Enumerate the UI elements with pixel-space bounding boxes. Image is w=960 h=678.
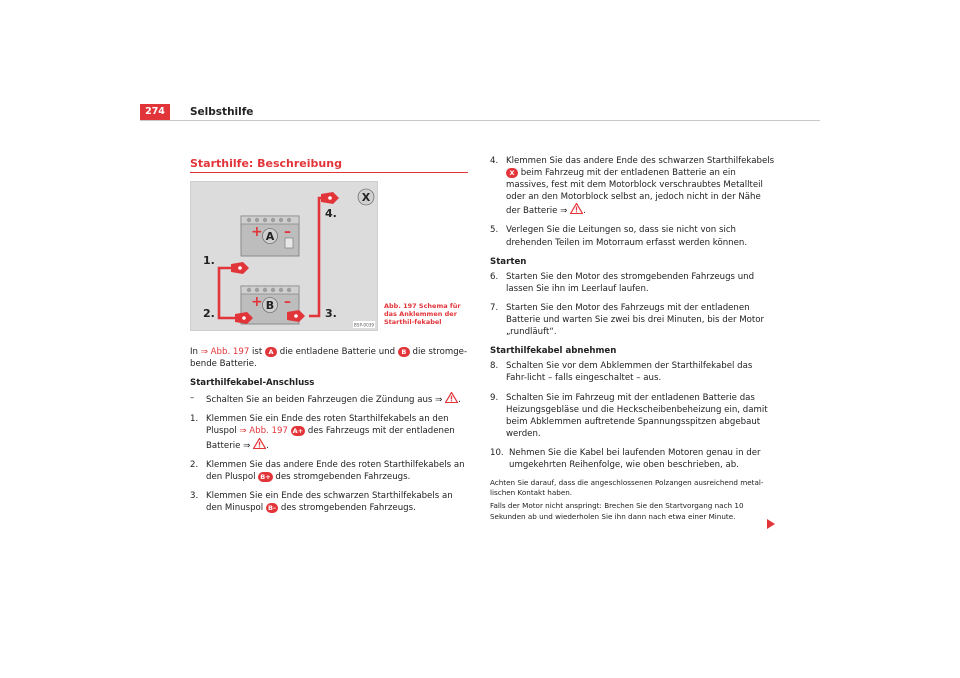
badge-b: B: [398, 347, 410, 357]
list-item-1: [190, 413, 470, 451]
list-item-7: [490, 302, 775, 338]
badge-b-minus: B–: [267, 503, 277, 512]
list-text: Verlegen Sie die Leitungen so, dass sie nicht von sich drehenden Teilen im Motorraum erfasst werden können.: [506, 225, 748, 248]
list-text-1: Klemmen Sie ein Ende des schwarzen Starthilfekabels an den Minuspol: [206, 490, 453, 513]
badge-b-plus: B+: [260, 472, 271, 481]
list-text: [206, 459, 470, 483]
list-text: [506, 155, 775, 217]
list-item-4: [490, 155, 775, 217]
battery-a-label: A: [265, 230, 275, 243]
list-text: Starten Sie den Motor des Fahrzeugs mit der entladenen Batterie und warten Sie zwei bis drei Minuten, bis der Motor „rundläuft“.: [506, 302, 765, 338]
list-text-2: beim Fahrzeug mit der entladenen Batterie an ein massives, fest mit dem Motorblock verschraubtes Metallteil oder an den Motorblock selbst an, jedoch nicht in der Nähe der Batterie ⇒: [506, 168, 763, 217]
pole-minus-b: –: [284, 294, 291, 310]
warning-triangle-icon[interactable]: [570, 203, 583, 214]
list-number: 6.: [490, 271, 499, 282]
subhead-remove-cables: Starthilfekabel abnehmen: [490, 346, 617, 357]
header-divider: [140, 120, 820, 121]
reference-text: Abb. 197: [207, 347, 250, 357]
figure-reference[interactable]: ⇒ Abb. 197: [239, 426, 288, 437]
list-item-3: [190, 490, 470, 514]
list-item-8: [490, 360, 775, 384]
badge-x: X: [506, 168, 518, 178]
list-bullet: –: [190, 393, 195, 404]
list-text-2: des Fahrzeugs mit der entladenen Batterie ⇒: [206, 426, 455, 451]
figure-reference[interactable]: [201, 347, 250, 357]
intro-paragraph: [190, 346, 470, 370]
list-number: 2.: [190, 459, 199, 470]
heading-divider: [190, 172, 468, 173]
next-page-arrow-icon[interactable]: [767, 519, 775, 529]
intro-text-1: In: [190, 347, 201, 357]
clamp-4: [321, 192, 339, 204]
list-text-1: Klemmen Sie ein Ende des roten Starthilfekabels an den Pluspol: [206, 414, 449, 437]
reference-arrow: ⇒: [200, 347, 208, 357]
figure-caption: Abb. 197 Schema für das Anklemmen der Starthil-fekabel: [384, 302, 461, 326]
note-engine-start: Falls der Motor nicht anspringt: Brechen Sie den Startvorgang nach 10 Sekunden ab und wiederholen Sie ihn dann nach etwa einer Minute.: [490, 501, 744, 521]
list-text: [206, 490, 470, 514]
note-contact: Achten Sie darauf, dass die angeschlossenen Polzangen ausreichend metal-lischen Kontakt haben.: [490, 478, 764, 498]
pole-plus-a: +: [251, 224, 263, 240]
list-number: 4.: [490, 156, 499, 166]
subhead-start: Starten: [490, 256, 527, 267]
step-label-4: 4.: [325, 207, 337, 220]
list-text-end: .: [583, 206, 586, 217]
list-number: 3.: [190, 490, 199, 501]
step-label-3: 3.: [325, 307, 337, 320]
jump-start-diagram: [190, 181, 378, 331]
section-title: Selbsthilfe: [190, 106, 254, 118]
red-cable: [219, 268, 235, 318]
battery-b-label: B: [265, 299, 275, 312]
step-label-2: 2.: [203, 307, 215, 320]
warning-triangle-icon[interactable]: [445, 392, 458, 403]
list-text: Starten Sie den Motor des stromgebenden Fahrzeugs und lassen Sie ihn im Leerlauf laufen.: [506, 271, 755, 294]
ground-x-label: X: [361, 191, 371, 204]
list-text-1: Klemmen Sie das andere Ende des schwarzen Starthilfekabels: [506, 156, 775, 166]
badge-a-plus: A+: [292, 427, 304, 436]
list-number: 9.: [490, 392, 499, 403]
page-number: 274: [140, 104, 170, 120]
clamp-3: [287, 310, 305, 322]
right-column: [490, 155, 775, 525]
intro-text-3: die entladene Batterie und: [277, 347, 398, 357]
page-heading: Starthilfe: Beschreibung: [190, 157, 342, 170]
list-item-6: [490, 271, 775, 295]
list-text-1: Schalten Sie an beiden Fahrzeugen die Zündung aus ⇒: [206, 395, 446, 406]
list-text: [206, 392, 470, 406]
left-column: [190, 346, 470, 521]
list-item-10: [490, 447, 775, 471]
step-label-1: 1.: [203, 254, 215, 267]
list-text-2: des stromgebenden Fahrzeugs.: [278, 502, 416, 513]
list-number: 7.: [490, 302, 499, 313]
list-text-end: .: [266, 440, 269, 451]
list-text-end: .: [458, 395, 461, 406]
list-text: Schalten Sie im Fahrzeug mit der entladenen Batterie das Heizungsgebläse und die Heckscheibenbeheizung ein, damit beim Abklemmen auftretende Spannungsspitzen abgebaut werden.: [506, 392, 768, 439]
subhead-connection: Starthilfekabel-Anschluss: [190, 378, 315, 389]
list-text: [206, 413, 470, 451]
list-number: 10.: [490, 447, 504, 458]
list-item-2: [190, 459, 470, 483]
intro-text-2: ist: [249, 347, 266, 357]
pole-plus-b: +: [251, 294, 263, 310]
list-text: Schalten Sie vor dem Abklemmen der Starthilfekabel das Fahr-licht – falls eingeschaltet – aus.: [506, 361, 753, 384]
intro-text-4: die stromge-bende Batterie.: [190, 347, 468, 370]
list-number: 8.: [490, 361, 499, 372]
clamp-1: [231, 262, 249, 274]
warning-triangle-icon[interactable]: [253, 438, 266, 449]
list-text-2: des stromgebenden Fahrzeugs.: [272, 471, 411, 482]
list-number: 1.: [190, 414, 199, 425]
list-item-5: [490, 224, 775, 248]
pole-minus-a: –: [284, 224, 291, 240]
list-text-1: Klemmen Sie das andere Ende des roten Starthilfekabels an den Pluspol: [206, 459, 465, 482]
list-text: Nehmen Sie die Kabel bei laufenden Motoren genau in der umgekehrten Reihenfolge, wie oben beschrieben, ab.: [509, 447, 761, 470]
figure-code: B5P-0039: [353, 322, 375, 328]
badge-a: A: [265, 347, 277, 357]
list-item-9: [490, 392, 775, 440]
list-item-dash: [190, 392, 470, 406]
black-cable: [309, 198, 321, 316]
list-number: 5.: [490, 225, 499, 236]
